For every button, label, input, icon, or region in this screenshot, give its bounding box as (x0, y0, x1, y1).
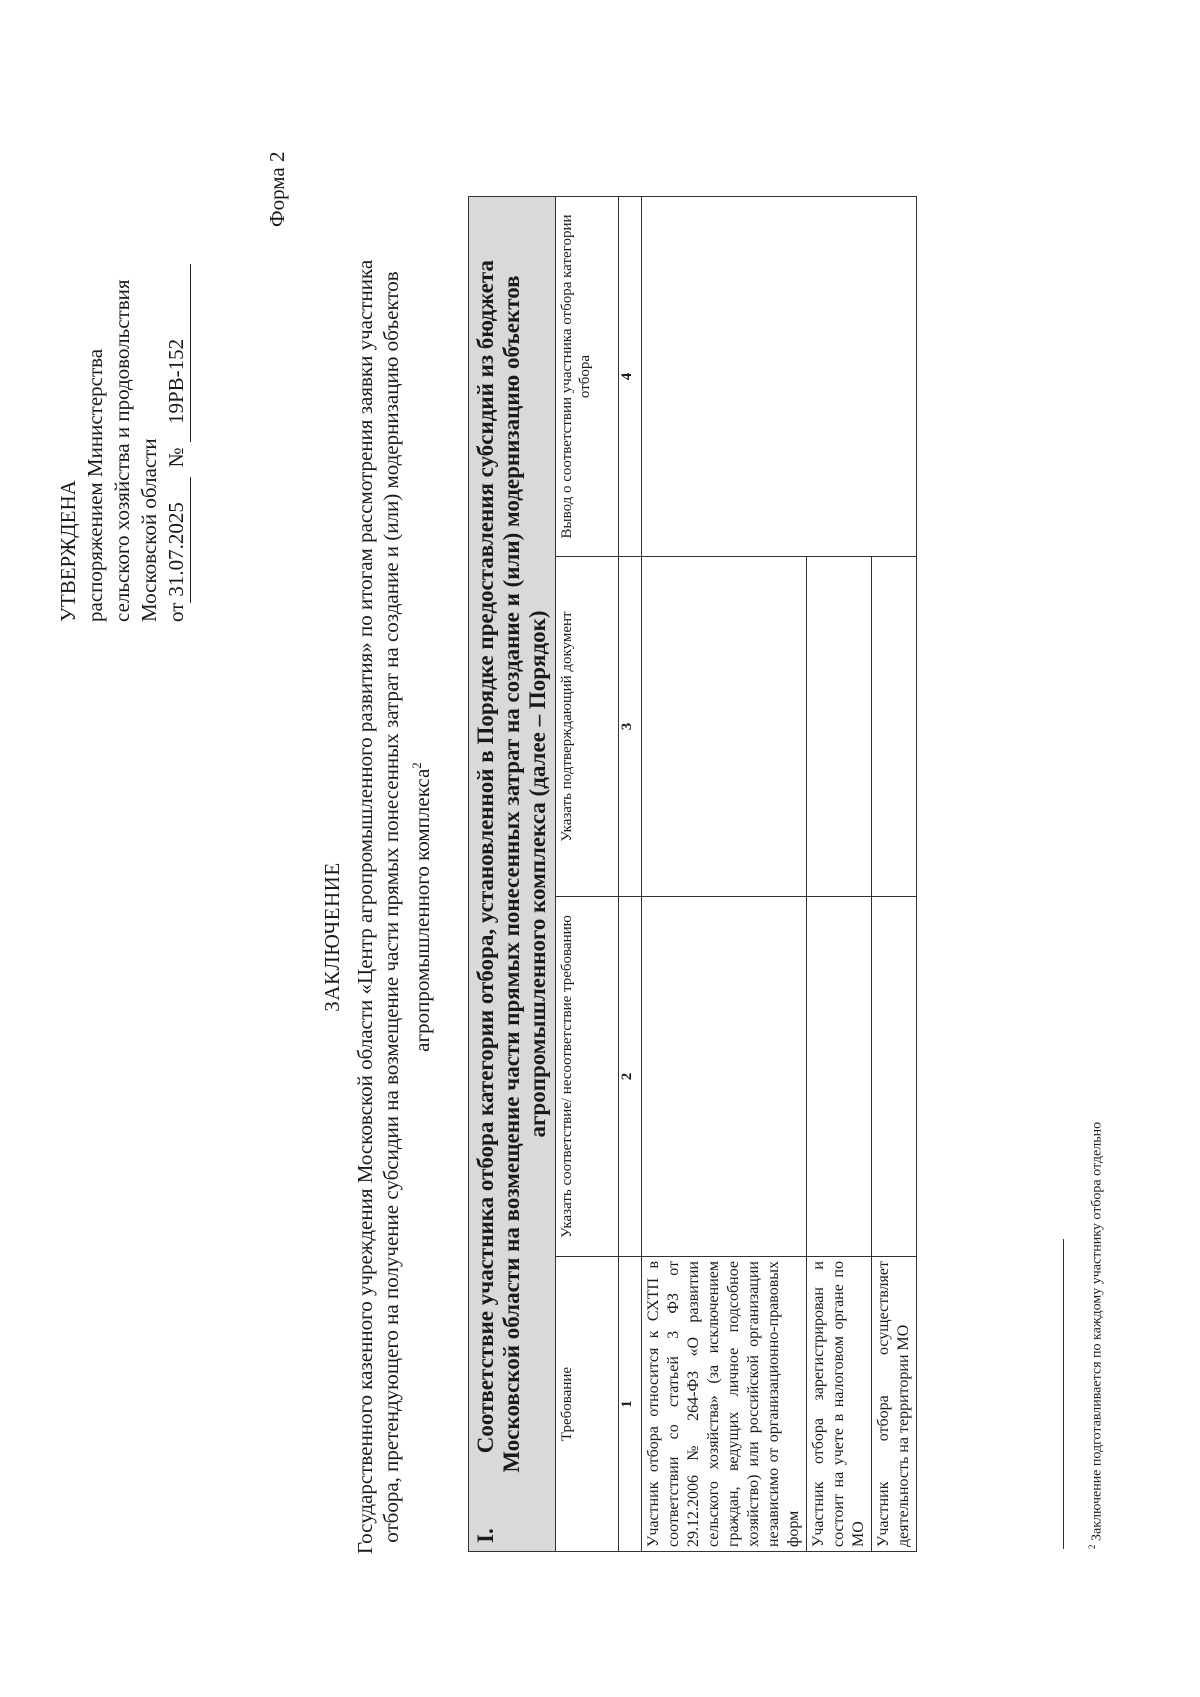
column-number: 2 (619, 897, 642, 1257)
date-prefix: от (164, 602, 188, 622)
section-title-cell (469, 196, 556, 1551)
footnote-divider (1063, 1239, 1064, 1549)
header-document: Указать подтверждающий документ (556, 557, 619, 897)
table-header-row (556, 196, 619, 1551)
approval-line: сельского хозяйства и продовольствия (110, 279, 134, 622)
compliance-cell[interactable] (807, 897, 872, 1257)
footnote (1087, 1122, 1106, 1549)
document-cell[interactable] (642, 557, 807, 897)
compliance-cell[interactable] (642, 897, 807, 1257)
approval-number: 19РВ-152 (163, 264, 191, 442)
conclusion-cell[interactable] (642, 196, 917, 556)
header-conclusion: Вывод о соответствии участника отбора категории отбора (556, 196, 619, 556)
header-compliance: Указать соответствие/ несоответствие требованию (556, 897, 619, 1257)
column-number: 4 (619, 196, 642, 556)
document-intro (352, 257, 435, 1557)
footnote-ref: 2 (409, 762, 424, 769)
section-header-row (469, 196, 556, 1551)
column-number-row (619, 196, 642, 1551)
approval-line: распоряжением Министерства (83, 348, 107, 622)
document-cell[interactable] (807, 557, 872, 897)
table-row (642, 196, 807, 1551)
requirements-table (468, 196, 917, 1552)
form-label: Форма 2 (265, 151, 289, 227)
section-title: Соответствие участника отбора категории отбора, установленной в Порядке предоставления субсидий из бюджета Московской области на возмещение части прямых понесенных затрат на создание и (или) модернизацию объектов агропромышленного комплекса (далее – Порядок) (473, 260, 550, 1473)
requirement-cell: Участник отбора осуществляет деятельность на территории МО (872, 1257, 917, 1552)
approval-stamp (55, 62, 191, 622)
column-number: 3 (619, 557, 642, 897)
footnote-text: Заключение подготавливается по каждому участнику отбора отдельно (1089, 1121, 1105, 1541)
approval-date-line (163, 62, 191, 622)
section-number: I. (473, 1528, 498, 1543)
number-prefix: № (164, 447, 188, 468)
compliance-cell[interactable] (872, 897, 917, 1257)
header-requirement: Требование (556, 1257, 619, 1552)
requirement-cell: Участник отбора зарегистрирован и состоит на учете в налоговом органе по МО (807, 1257, 872, 1552)
intro-text: Государственного казенного учреждения Московской области «Центр агропромышленного развития» по итогам рассмотрения заявки участника отбора, претендующего на получение субсидии на возмещение части прямых понесенных затрат на создание и (или) модернизацию объектов агропромышленного комплекса (353, 259, 434, 1555)
approval-date: 31.07.2025 (163, 477, 191, 603)
approval-line: Московской области (137, 438, 161, 622)
approval-heading: УТВЕРЖДЕНА (56, 480, 80, 622)
column-number: 1 (619, 1257, 642, 1552)
requirement-cell: Участник отбора относится к СХТП в соответствии со статьей 3 ФЗ от 29.12.2006 № 264-ФЗ «О развитии сельского хозяйства» (за исключением граждан, ведущих личное подсобное хозяйство) или российской организации независимо от организационно-правовых форм (642, 1257, 807, 1552)
footnote-number: 2 (1087, 1544, 1097, 1549)
document-cell[interactable] (872, 557, 917, 897)
document-title: ЗАКЛЮЧЕНИЕ (320, 862, 344, 1012)
